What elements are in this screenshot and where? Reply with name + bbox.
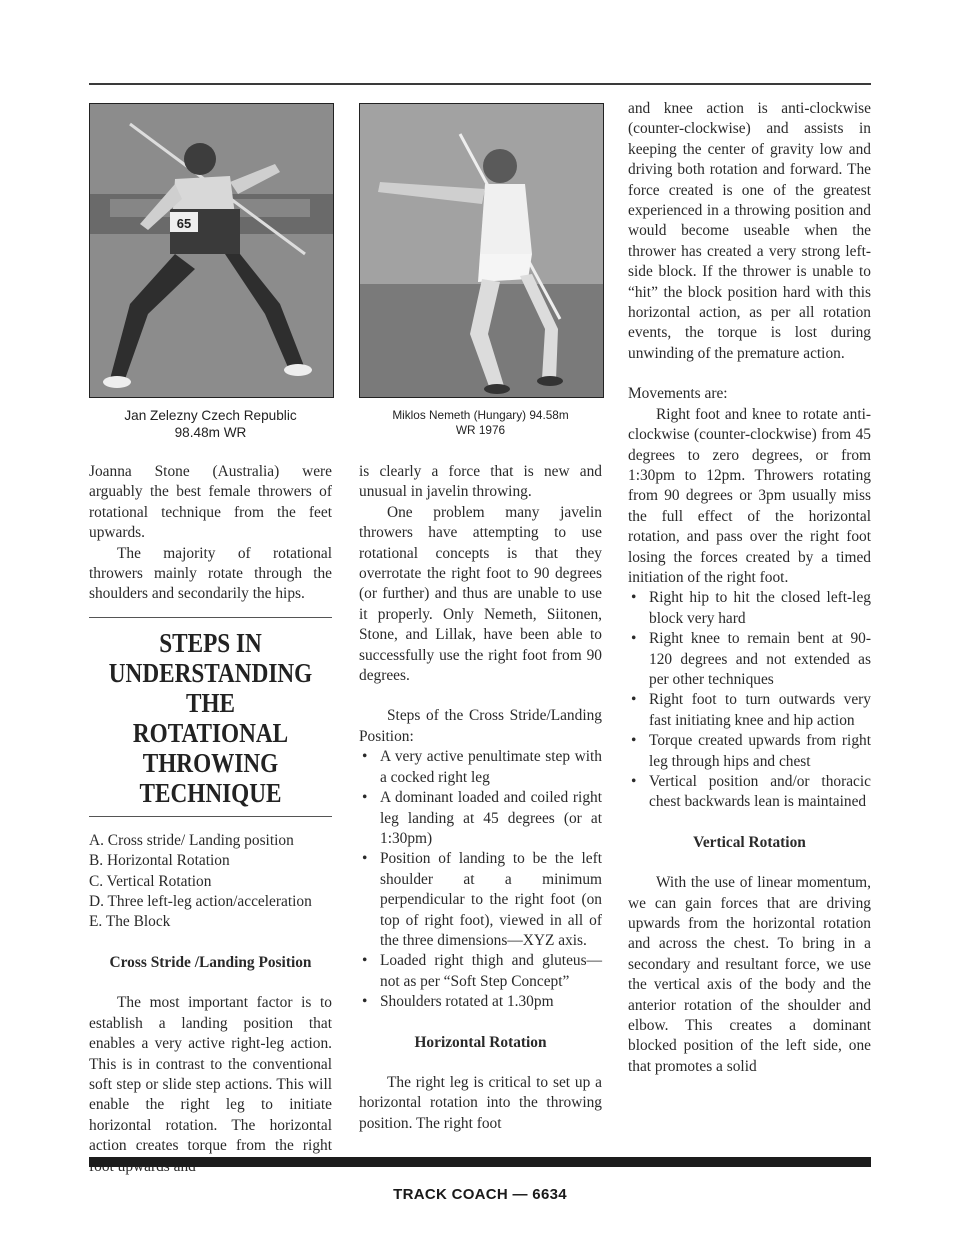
paragraph: One problem many javelin throwers have attempting to use rotational concepts is that they overrotate the right foot to 90 degrees (or further) and thus are unable to use it properly. Only Nemeth, Siitonen, Stone, and Lillak, have been able to successfully use the right foot from 90 degrees. [359, 503, 602, 685]
list-item: • Position of landing to be the left shoulder at a minimum perpendicular to the right foot (on top of right foot), viewed in all of the three dimensions—XYZ axis. [359, 849, 602, 951]
list-item: • Vertical position and/or thoracic chest backwards lean is maintained [628, 772, 871, 813]
paragraph: Joanna Stone (Australia) were arguably the best female throwers of rotational technique from the feet upwards. [89, 463, 332, 542]
bullet-list [628, 588, 871, 812]
column-1 [89, 462, 332, 1177]
subheading-vertical-rotation: Vertical Rotation [693, 833, 806, 851]
heading-line: TECHNIQUE [139, 777, 282, 808]
page-footer: TRACK COACH — 6634 [393, 1186, 567, 1203]
paragraph: Right foot and knee to rotate anti-clockwise (counter-clockwise) from 45 degrees to zero degrees, or from 1:30pm to 12pm. Throwers rotating from 90 degrees or 3pm usually miss the full effect of the horizontal rotation, and pass over the right foot losing the forces created by a timed initiation of the right foot. [628, 405, 871, 586]
photo-miklos-nemeth [359, 103, 604, 398]
paragraph: and knee action is anti-clockwise (counter-clockwise) and assists in keeping the center of gravity low and driving both rotation and forward. The force created is one of the greatest experienced in a throwing position and would become useable when the thrower has created a very strong left-side block. If the thrower is unable to “hit” the block position hard with this horizontal action, as per all rotation events, the torque is lost during unwinding of the premature action. [628, 100, 871, 362]
steps-list [89, 831, 332, 933]
caption-line: WR 1976 [455, 422, 506, 437]
list-item: • Right hip to hit the closed left-leg block very hard [628, 588, 871, 629]
subheading-cross-stride: Cross Stride /Landing Position [109, 953, 312, 971]
paragraph: Movements are: [628, 385, 728, 403]
athlete-throwing-image [360, 104, 603, 397]
list-item: B. Horizontal Rotation [89, 852, 230, 870]
list-item: E. The Block [89, 913, 171, 931]
paragraph: is clearly a force that is new and unusual in javelin throwing. [359, 463, 602, 501]
divider [89, 617, 332, 618]
column-2 [359, 462, 602, 1134]
top-rule [89, 83, 871, 85]
heading-line: THROWING [142, 747, 279, 778]
bottom-bar [89, 1157, 871, 1167]
heading-line: UNDERSTANDING [108, 657, 313, 688]
heading-line: STEPS IN [159, 627, 262, 658]
caption-line: Jan Zelezny Czech Republic [124, 408, 297, 423]
bib-number: 65 [176, 216, 192, 231]
paragraph: The right leg is critical to set up a horizontal rotation into the throwing position. The right foot [359, 1073, 602, 1132]
bullet-list [359, 747, 602, 1012]
paragraph: The majority of rotational throwers mainly rotate through the shoulders and secondarily the hips. [89, 544, 332, 603]
photo-caption-left [89, 407, 332, 441]
caption-line: 98.48m WR [174, 425, 247, 440]
photo-caption-right [359, 408, 602, 437]
column-3 [628, 99, 871, 1077]
list-item: A. Cross stride/ Landing position [89, 831, 294, 849]
subheading-horizontal-rotation: Horizontal Rotation [414, 1033, 547, 1051]
paragraph: The most important factor is to establish a landing position that enables a very active right-leg action. This is in contrast to the conventional soft step or slide step actions. This will enable the right leg to initiate horizontal rotation. The horizontal action creates torque from the right [89, 994, 332, 1155]
list-item: • A very active penultimate step with a cocked right leg [359, 747, 602, 788]
list-item: • A dominant loaded and coiled right leg landing at 45 degrees (or at 1:30pm) [359, 788, 602, 849]
list-item: • Torque created upwards from right leg through hips and chest [628, 731, 871, 772]
paragraph: Steps of the Cross Stride/Landing Position: [359, 707, 602, 745]
section-heading [106, 628, 315, 808]
list-item: C. Vertical Rotation [89, 872, 212, 890]
photo-jan-zelezny [89, 103, 334, 398]
list-item: • Right foot to turn outwards very fast initiating knee and hip action [628, 690, 871, 731]
heading-line: THE ROTATIONAL [132, 687, 289, 748]
list-item: • Right knee to remain bent at 90-120 degrees and not extended as per other techniques [628, 629, 871, 690]
list-item: • Shoulders rotated at 1.30pm [359, 992, 602, 1012]
athlete-throwing-image [90, 104, 333, 397]
list-item: • Loaded right thigh and gluteus—not as per “Soft Step Concept” [359, 951, 602, 992]
list-item: D. Three left-leg action/acceleration [89, 893, 312, 911]
caption-line: Miklos Nemeth (Hungary) 94.58m [392, 408, 569, 422]
paragraph: With the use of linear momentum, we can gain forces that are driving upwards from the horizontal rotation and across the chest. To bring in a secondary and resultant force, we use the vertical axis of the body and the anterior rotation of the shoulder and elbow. This creates a dominant blocked position of the left side, one that promotes a solid [628, 874, 871, 1075]
divider [89, 816, 332, 817]
